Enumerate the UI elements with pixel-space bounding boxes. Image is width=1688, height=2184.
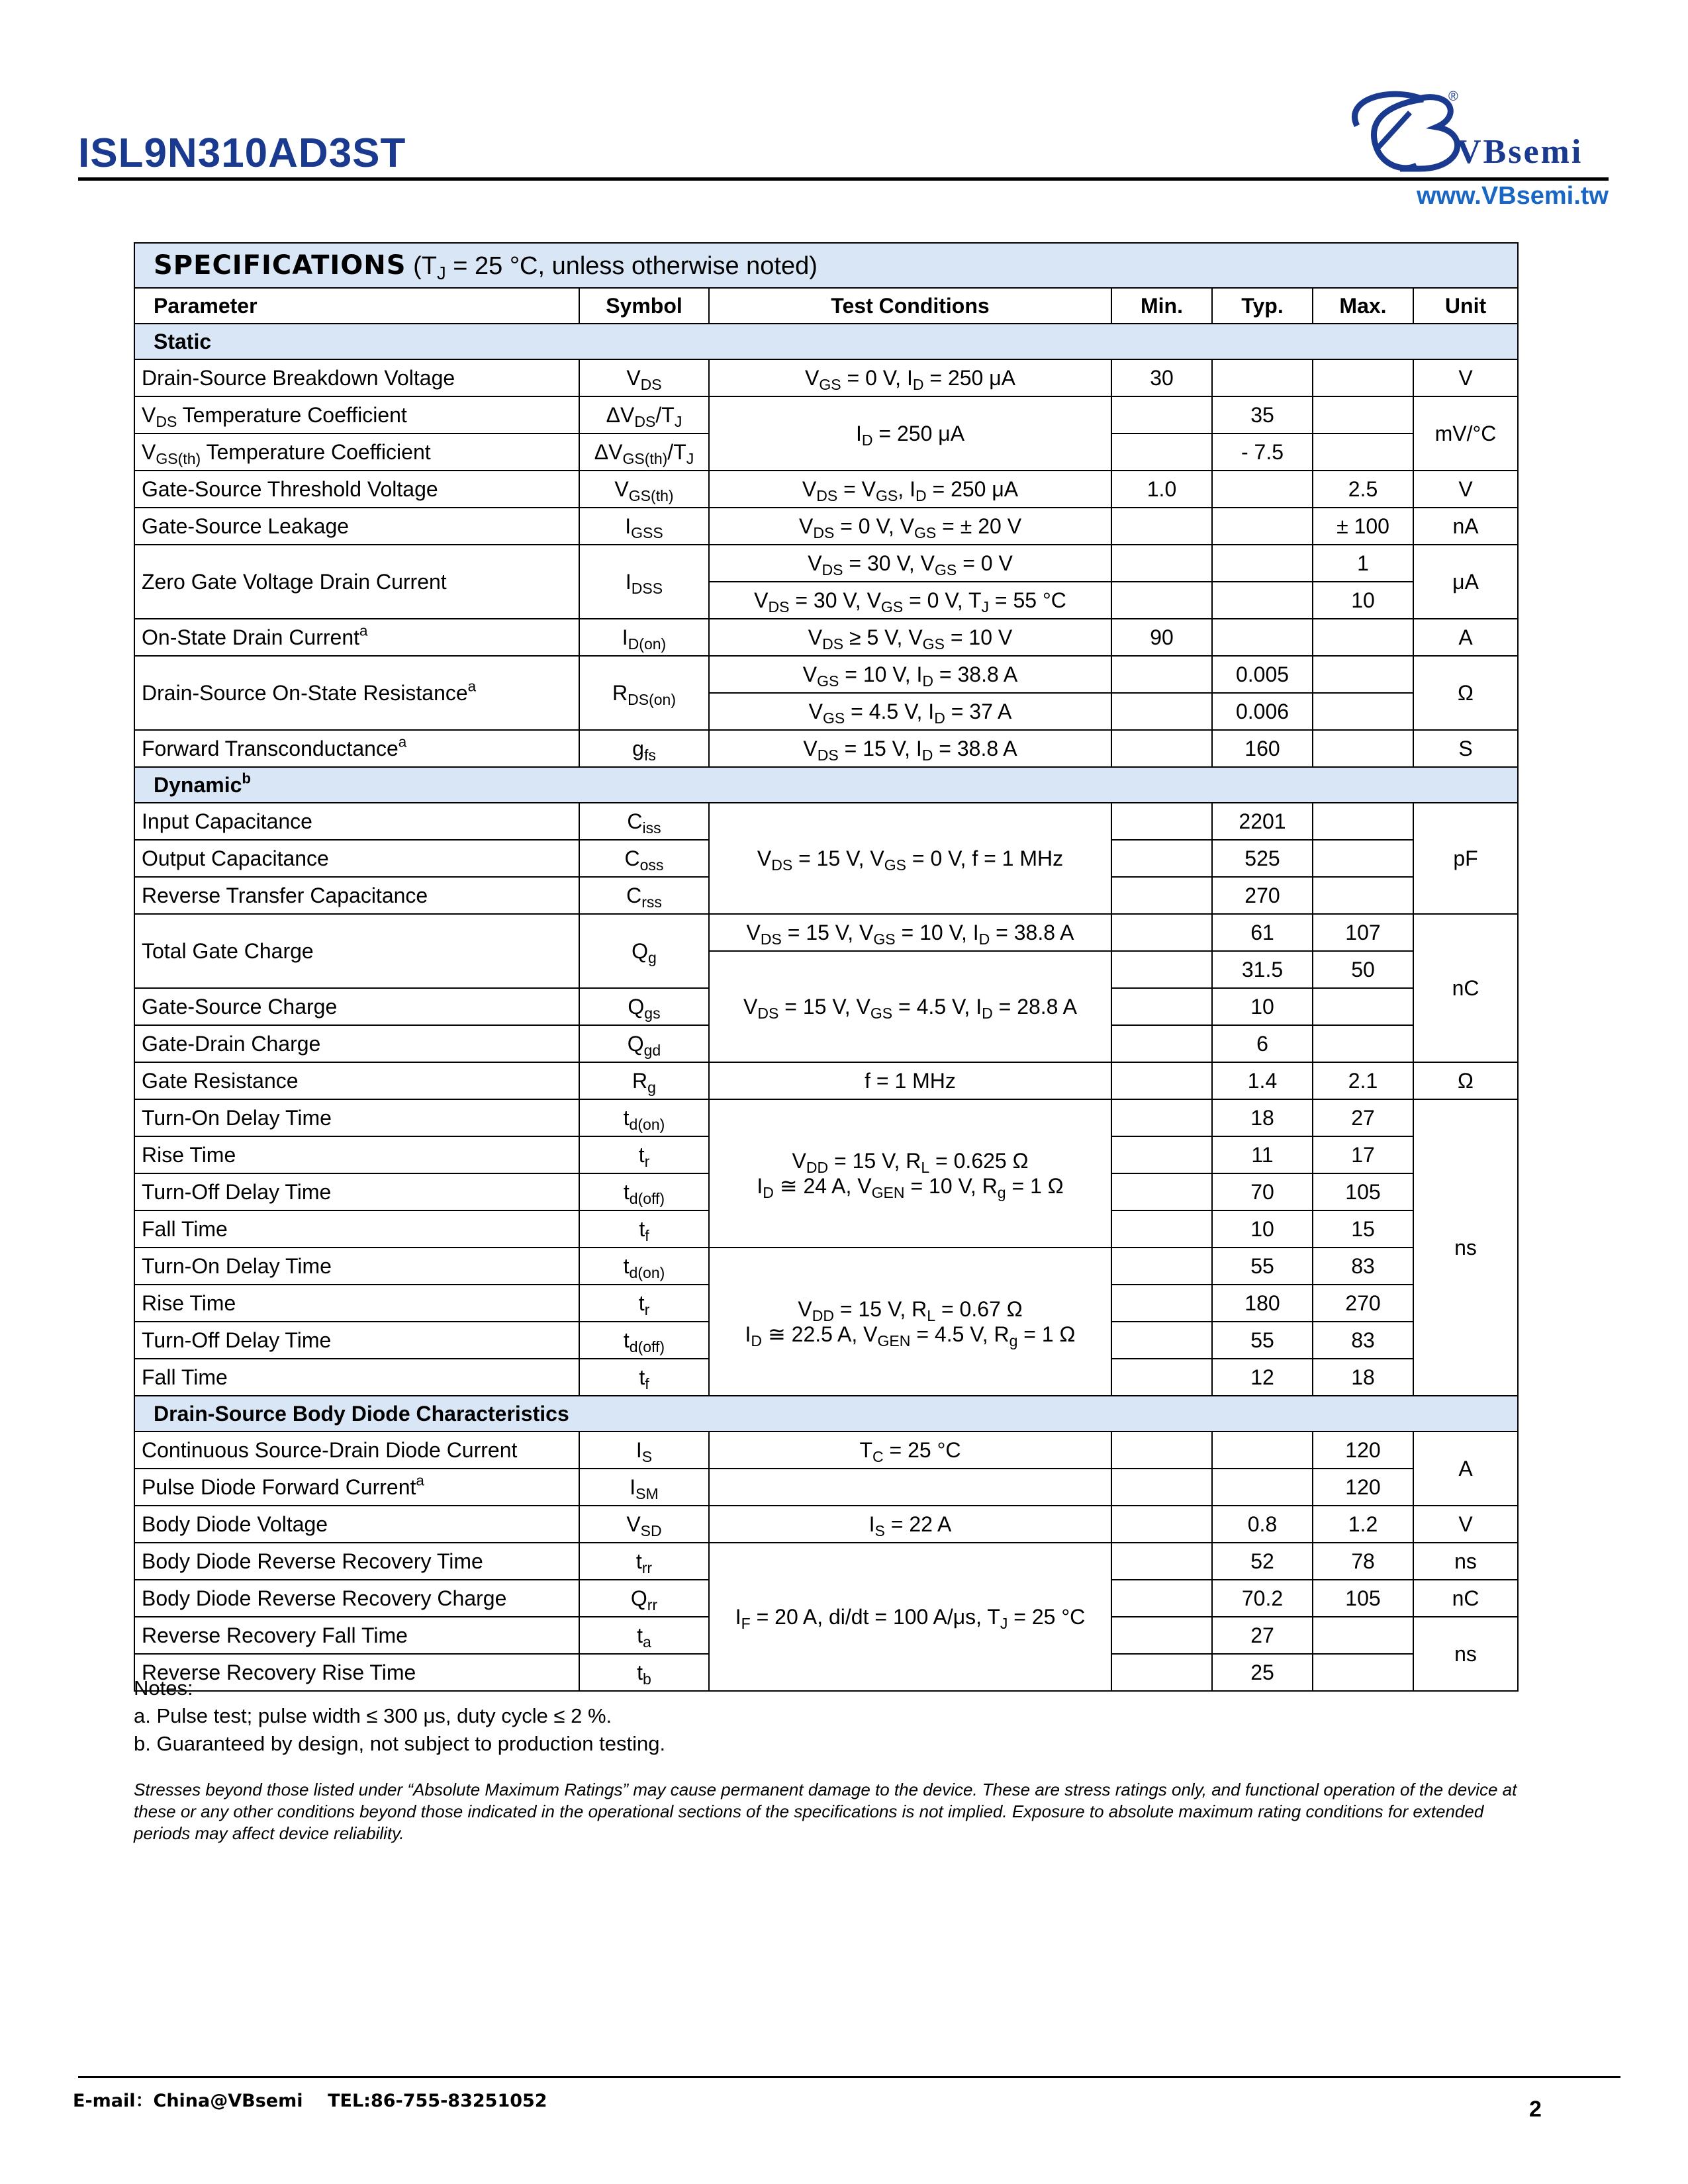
table-row: Rise Time $t_r$ 180 270 xyxy=(134,1285,1518,1322)
table-row: $V_{DS}$ Temperature Coefficient $\Delta V_{DS}/T_J$ $I_D = 250$ μA 35 mV/°C xyxy=(134,396,1518,433)
header-rule xyxy=(78,177,1609,181)
col-min: Min. xyxy=(1111,288,1212,324)
registered-mark: ® xyxy=(1448,89,1458,104)
section-body-diode: Drain-Source Body Diode Characteristics xyxy=(134,1396,1518,1432)
table-row: Input Capacitance $C_{iss}$ $V_{DS} = 15$ V, $V_{GS} = 0$ V, f = 1 MHz 2201 pF xyxy=(134,803,1518,840)
table-row: Fall Time $t_f$ 12 18 xyxy=(134,1359,1518,1396)
table-row: $V_{DS} = 15$ V, $V_{GS} = 4.5$ V, $I_D = 28.8$ A 31.5 50 xyxy=(134,951,1518,988)
table-row: Body Diode Voltage $V_{SD}$ $I_S = 22$ A 0.8 1.2 V xyxy=(134,1506,1518,1543)
table-row: Total Gate Charge $Q_g$ $V_{DS} = 15$ V, $V_{GS} = 10$ V, $I_D = 38.8$ A 61 107 nC xyxy=(134,914,1518,951)
col-unit: Unit xyxy=(1413,288,1518,324)
table-row: Gate-Source Threshold Voltage $V_{GS(th)}$ $V_{DS} = V_{GS}$, $I_D = 250$ μA 1.0 2.5 V xyxy=(134,471,1518,508)
table-row: On-State Drain Current$^a$ $I_{D(on)}$ $V_{DS} \ge 5$ V, $V_{GS} = 10$ V 90 A xyxy=(134,619,1518,656)
table-row: Drain-Source On-State Resistance$^a$ $R_{DS(on)}$ $V_{GS} = 10$ V, $I_D = 38.8$ A 0.005 Ω xyxy=(134,656,1518,693)
note-a: a. Pulse test; pulse width ≤ 300 μs, duty cycle ≤ 2 %. xyxy=(134,1704,612,1727)
table-row: Output Capacitance $C_{oss}$ 525 xyxy=(134,840,1518,877)
table-row: Reverse Transfer Capacitance $C_{rss}$ 270 xyxy=(134,877,1518,914)
table-row: Pulse Diode Forward Current$^a$ $I_{SM}$ 120 xyxy=(134,1469,1518,1506)
footer-rule xyxy=(78,2076,1620,2078)
column-header-row xyxy=(134,288,1518,324)
table-row: Gate Resistance $R_g$ f = 1 MHz 1.4 2.1 Ω xyxy=(134,1062,1518,1099)
table-row: Drain-Source Breakdown Voltage $V_{DS}$ $V_{GS} = 0$ V, $I_D = 250$ μA 30 V xyxy=(134,359,1518,396)
table-row: Body Diode Reverse Recovery Time $t_{rr}$ $I_F = 20$ A, di/dt = 100 A/μs, $T_J = 25$ °C 52 78 ns xyxy=(134,1543,1518,1580)
table-row: Fall Time $t_f$ 10 15 xyxy=(134,1210,1518,1248)
table-row: Turn-On Delay Time $t_{d(on)}$ $V_{DD} = 15$ V, $R_L = 0.67$ Ω $I_D$ ≅ 22.5 A, $V_{GEN} = 4.5$ V, $R_g = 1$ Ω 55 83 xyxy=(134,1248,1518,1285)
table-row: Turn-Off Delay Time $t_{d(off)}$ 70 105 xyxy=(134,1173,1518,1210)
table-row: $V_{GS(th)}$ Temperature Coefficient $\Delta V_{GS(th)}/T_J$ - 7.5 xyxy=(134,433,1518,471)
table-row: Zero Gate Voltage Drain Current $I_{DSS}$ $V_{DS} = 30$ V, $V_{GS} = 0$ V 1 μA xyxy=(134,545,1518,582)
part-number-title: ISL9N310AD3ST xyxy=(78,130,406,176)
table-row: Reverse Recovery Fall Time $t_a$ 27 ns xyxy=(134,1617,1518,1654)
table-row: $V_{DS} = 30$ V, $V_{GS} = 0$ V, $T_J = 55$ °C 10 xyxy=(134,582,1518,619)
footer-contact: E-mail：China@VBsemi TEL:86-755-83251052 xyxy=(73,2091,547,2111)
col-typ: Typ. xyxy=(1212,288,1313,324)
table-title: SPECIFICATIONS ($T_J = 25$ °C, unless otherwise noted) xyxy=(134,243,1518,288)
table-row: Turn-On Delay Time $t_{d(on)}$ $V_{DD} = 15$ V, $R_L = 0.625$ Ω $I_D$ ≅ 24 A, $V_{GEN} = 10$ V, $R_g = 1$ Ω 18 27 ns xyxy=(134,1099,1518,1136)
disclaimer: Stresses beyond those listed under “Absolute Maximum Ratings” may cause permanent damage to the device. These are stress ratings only, and functional operation of the device at these or any other conditions beyond those indicated in the operational sections of the specifications is not implied. Exposure to absolute maximum rating conditions for extended periods may affect device reliability. xyxy=(134,1780,1517,1843)
brand-name: VBsemi xyxy=(1456,133,1583,171)
table-row: Gate-Source Leakage $I_{GSS}$ $V_{DS} = 0$ V, $V_{GS}$ = ± 20 V ± 100 nA xyxy=(134,508,1518,545)
note-b: b. Guaranteed by design, not subject to production testing. xyxy=(134,1732,666,1755)
table-row: Forward Transconductance$^a$ $g_{fs}$ $V_{DS} = 15$ V, $I_D = 38.8$ A 160 S xyxy=(134,730,1518,767)
website-link[interactable]: www.VBsemi.tw xyxy=(1417,182,1609,210)
table-row: Gate-Source Charge $Q_{gs}$ 10 xyxy=(134,988,1518,1025)
notes xyxy=(134,1674,665,1758)
specifications-table xyxy=(134,242,1519,1692)
section-static: Static xyxy=(134,324,1518,359)
table-row: Body Diode Reverse Recovery Charge $Q_{rr}$ 70.2 105 nC xyxy=(134,1580,1518,1617)
table-row: Gate-Drain Charge $Q_{gd}$ 6 xyxy=(134,1025,1518,1062)
notes-heading: Notes: xyxy=(134,1676,193,1700)
table-title-row xyxy=(134,243,1518,288)
table-row: $V_{GS} = 4.5$ V, $I_D = 37$ A 0.006 xyxy=(134,693,1518,730)
col-symbol: Symbol xyxy=(579,288,709,324)
section-dynamic: Dynamic$^b$ xyxy=(134,767,1518,803)
table-row: Continuous Source-Drain Diode Current $I_S$ $T_C = 25$ °C 120 A xyxy=(134,1432,1518,1469)
page-number: 2 xyxy=(1529,2097,1542,2122)
col-parameter: Parameter xyxy=(134,288,579,324)
col-test-conditions: Test Conditions xyxy=(709,288,1111,324)
col-max: Max. xyxy=(1313,288,1413,324)
table-row: Turn-Off Delay Time $t_{d(off)}$ 55 83 xyxy=(134,1322,1518,1359)
table-row: Rise Time $t_r$ 11 17 xyxy=(134,1136,1518,1173)
table-row: Reverse Recovery Rise Time $t_b$ 25 xyxy=(134,1654,1518,1691)
